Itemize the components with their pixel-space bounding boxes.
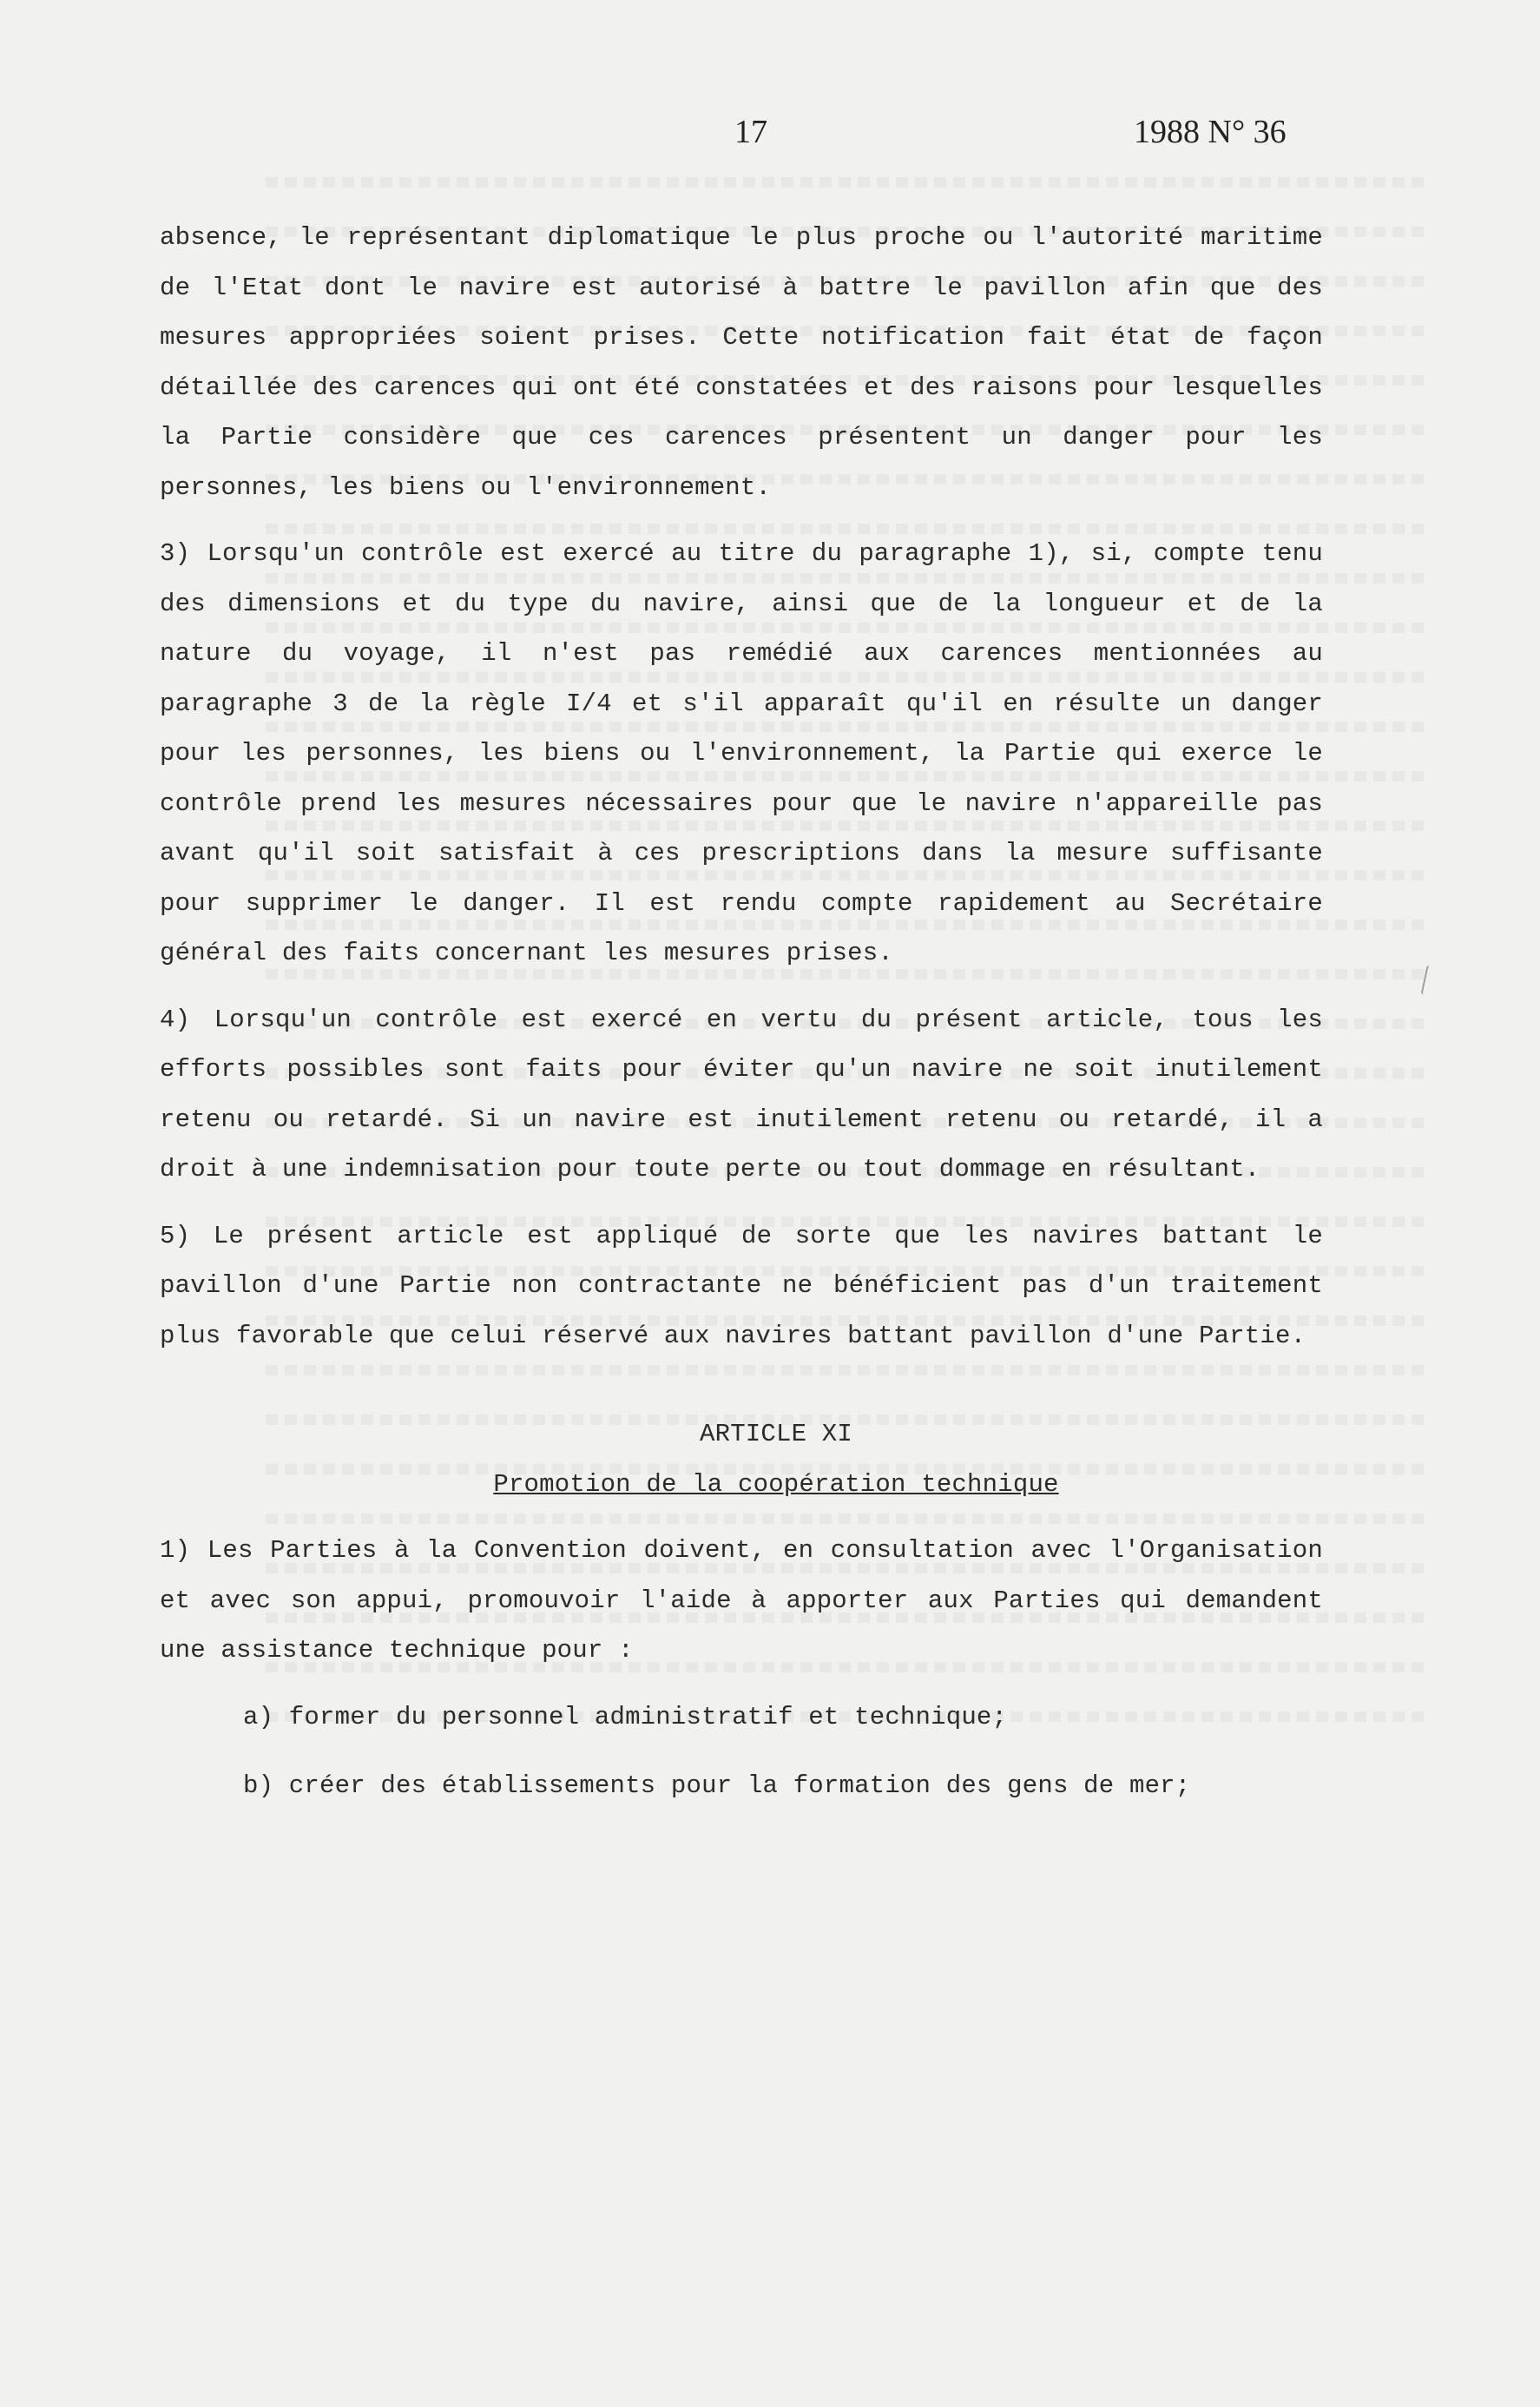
article-title: ARTICLE XI xyxy=(699,1420,853,1448)
margin-pencil-mark xyxy=(1421,966,1433,996)
document-body xyxy=(160,213,1323,1811)
article-paragraph-1: 1) Les Parties à la Convention doivent, en consultation avec l'Organisation et avec son appui, promouvoir l'aide à apporter aux Parties qui demandent une assistance technique pour : xyxy=(160,1536,1323,1665)
page-number: 17 xyxy=(734,114,767,150)
document-reference: 1988 N° 36 xyxy=(1134,114,1287,150)
article-subtitle-text: Promotion de la coopération technique xyxy=(493,1469,1059,1499)
paragraph-3: 3) Lorsqu'un contrôle est exercé au titre du paragraphe 1), si, compte tenu des dimensions et du type du navire, ainsi que de la longueur et de la nature du voyage, il n'est pas remédié aux carences mentionnées au paragraphe 3 de la règle I/4 et s'il apparaît qu'il en résulte un danger pour les personnes, les biens ou l'environnement, la Partie qui exerce le contrôle prend les mesures nécessaires pour que le navire n'appareille pas avant qu'il soit satisfait à ces prescriptions dans la mesure suffisante pour supprimer le danger. Il est rendu compte rapidement au Secrétaire général des faits concernant les mesures prises. xyxy=(160,539,1323,967)
paragraph-4: 4) Lorsqu'un contrôle est exercé en vertu du présent article, tous les efforts possibles sont faits pour éviter qu'un navire ne soit inutilement retenu ou retardé. Si un navire est inutilement retenu ou retardé, il a droit à une indemnisation pour toute perte ou tout dommage en résultant. xyxy=(160,1005,1323,1184)
paragraph-intro: absence, le représentant diplomatique le plus proche ou l'autorité maritime de l'Etat dont le navire est autorisé à battre le pavillon afin que des mesures appropriées soient prises. Cette notification fait état de façon détaillée des carences qui ont été constatées et des raisons pour lesquelles la Partie considère que ces carences présentent un danger pour les personnes, les biens ou l'environnement. xyxy=(160,223,1323,502)
article-subtitle xyxy=(160,1460,1323,1510)
list-item-b: b) créer des établissements pour la formation des gens de mer; xyxy=(243,1771,1191,1800)
paragraph-5: 5) Le présent article est appliqué de sorte que les navires battant le pavillon d'une Partie non contractante ne bénéficient pas d'un traitement plus favorable que celui réservé aux navires battant pavillon d'une Partie. xyxy=(160,1221,1323,1350)
list-item-a: a) former du personnel administratif et technique; xyxy=(243,1702,1008,1731)
